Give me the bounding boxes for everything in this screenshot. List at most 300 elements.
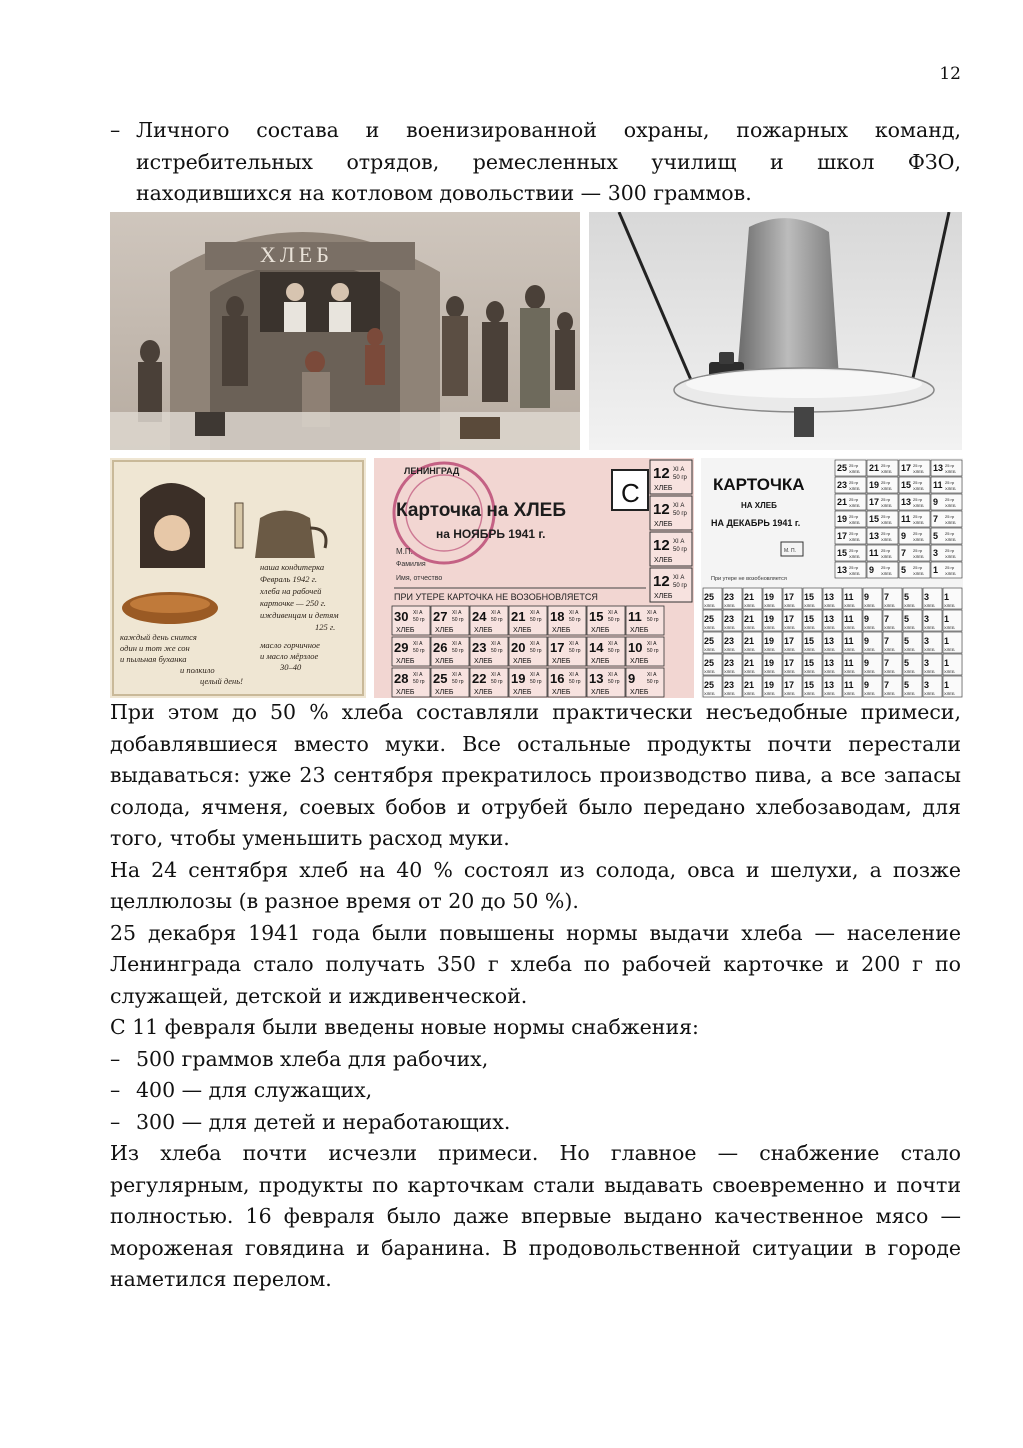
diary-note-line: хлеба на рабочей <box>260 586 322 596</box>
svg-text:25 гр: 25 гр <box>881 548 891 553</box>
svg-text:ХЛЕБ: ХЛЕБ <box>804 625 815 630</box>
svg-text:12: 12 <box>653 537 670 554</box>
svg-text:14: 14 <box>589 640 604 655</box>
svg-text:13: 13 <box>824 614 835 624</box>
coupon <box>899 460 930 476</box>
svg-text:25: 25 <box>837 463 848 473</box>
svg-text:ХЛЕБ: ХЛЕБ <box>913 571 924 576</box>
svg-text:ХЛЕБ: ХЛЕБ <box>824 647 835 652</box>
coupon <box>650 532 692 566</box>
coupon <box>899 477 930 493</box>
svg-text:50 гр: 50 гр <box>530 648 542 654</box>
svg-text:ХЛЕБ: ХЛЕБ <box>474 658 493 665</box>
svg-text:ХЛЕБ: ХЛЕБ <box>744 603 755 608</box>
svg-text:17: 17 <box>784 614 795 624</box>
svg-text:13: 13 <box>837 565 848 575</box>
svg-text:ХЛЕБ: ХЛЕБ <box>654 521 673 528</box>
svg-text:50 гр: 50 гр <box>491 648 503 654</box>
svg-text:XI А: XI А <box>452 610 462 616</box>
list-item-text: 500 граммов хлеба для рабочих, <box>136 1046 489 1071</box>
svg-text:ХЛЕБ: ХЛЕБ <box>881 503 892 508</box>
svg-text:25 гр: 25 гр <box>881 480 891 485</box>
coupon <box>743 610 762 631</box>
coupon <box>783 676 802 697</box>
svg-text:ХЛЕБ: ХЛЕБ <box>945 554 956 559</box>
diary-note3-line: и масло мёрзлое <box>260 651 319 661</box>
coupon <box>835 545 866 561</box>
svg-text:ХЛЕБ: ХЛЕБ <box>552 689 571 696</box>
svg-text:21: 21 <box>744 680 755 690</box>
coupon <box>723 632 742 653</box>
svg-text:25 гр: 25 гр <box>913 565 923 570</box>
svg-text:ХЛЕБ: ХЛЕБ <box>804 669 815 674</box>
svg-text:11: 11 <box>844 592 854 602</box>
svg-text:ХЛЕБ: ХЛЕБ <box>844 669 855 674</box>
coupon <box>803 632 822 653</box>
svg-text:50 гр: 50 гр <box>452 648 464 654</box>
coupon <box>883 610 902 631</box>
svg-text:ХЛЕБ: ХЛЕБ <box>945 486 956 491</box>
svg-text:ХЛЕБ: ХЛЕБ <box>784 691 795 696</box>
svg-text:ХЛЕБ: ХЛЕБ <box>844 603 855 608</box>
svg-text:13: 13 <box>869 531 880 541</box>
svg-text:25 гр: 25 гр <box>881 514 891 519</box>
svg-text:5: 5 <box>904 592 910 602</box>
coupon <box>803 588 822 609</box>
svg-text:ХЛЕБ: ХЛЕБ <box>849 537 860 542</box>
svg-text:3: 3 <box>924 680 930 690</box>
svg-text:XI А: XI А <box>673 503 685 509</box>
svg-text:ХЛЕБ: ХЛЕБ <box>864 625 875 630</box>
svg-text:XI А: XI А <box>413 641 423 647</box>
svg-text:25 гр: 25 гр <box>913 497 923 502</box>
coupon <box>392 606 430 635</box>
svg-text:25 гр: 25 гр <box>945 514 955 519</box>
svg-text:11: 11 <box>844 658 854 668</box>
svg-text:ХЛЕБ: ХЛЕБ <box>744 625 755 630</box>
coupon <box>843 654 862 675</box>
svg-text:28: 28 <box>394 671 409 686</box>
coupon <box>392 637 430 666</box>
svg-text:XI А: XI А <box>530 641 540 647</box>
svg-text:ХЛЕБ: ХЛЕБ <box>704 647 715 652</box>
svg-text:ХЛЕБ: ХЛЕБ <box>881 520 892 525</box>
svg-text:ХЛЕБ: ХЛЕБ <box>945 571 956 576</box>
coupon <box>903 632 922 653</box>
coupon <box>899 562 930 578</box>
coupon <box>743 654 762 675</box>
svg-text:7: 7 <box>901 548 907 558</box>
svg-text:XI А: XI А <box>452 672 462 678</box>
svg-text:ХЛЕБ: ХЛЕБ <box>904 669 915 674</box>
svg-text:ХЛЕБ: ХЛЕБ <box>945 520 956 525</box>
svg-text:XI А: XI А <box>608 610 618 616</box>
svg-text:ХЛЕБ: ХЛЕБ <box>591 658 610 665</box>
paragraph: С 11 февраля были введены новые нормы снабжения: <box>110 1015 699 1039</box>
svg-text:ХЛЕБ: ХЛЕБ <box>552 627 571 634</box>
svg-text:23: 23 <box>724 592 735 602</box>
card-category: С <box>621 478 640 508</box>
coupon <box>823 610 842 631</box>
svg-text:25 гр: 25 гр <box>945 531 955 536</box>
svg-text:21: 21 <box>511 609 526 624</box>
coupon <box>783 654 802 675</box>
coupon <box>823 676 842 697</box>
svg-text:13: 13 <box>824 680 835 690</box>
svg-text:18: 18 <box>550 609 565 624</box>
svg-text:ХЛЕБ: ХЛЕБ <box>945 469 956 474</box>
svg-text:7: 7 <box>884 592 890 602</box>
coupon <box>867 562 898 578</box>
svg-text:5: 5 <box>901 565 907 575</box>
page-number: 12 <box>939 64 961 84</box>
svg-text:50 гр: 50 гр <box>413 648 425 654</box>
svg-text:ХЛЕБ: ХЛЕБ <box>881 469 892 474</box>
coupon <box>863 588 882 609</box>
svg-text:ХЛЕБ: ХЛЕБ <box>884 691 895 696</box>
coupon <box>835 562 866 578</box>
svg-text:17: 17 <box>901 463 912 473</box>
coupon <box>883 588 902 609</box>
svg-text:ХЛЕБ: ХЛЕБ <box>513 658 532 665</box>
coupon <box>703 588 722 609</box>
svg-text:XI А: XI А <box>647 672 657 678</box>
svg-text:50 гр: 50 гр <box>569 679 581 685</box>
coupon <box>803 676 822 697</box>
svg-text:ХЛЕБ: ХЛЕБ <box>704 669 715 674</box>
svg-text:ХЛЕБ: ХЛЕБ <box>884 647 895 652</box>
diary-note-line: 125 г. <box>315 622 336 632</box>
coupon <box>899 528 930 544</box>
svg-text:XI А: XI А <box>608 672 618 678</box>
svg-text:1: 1 <box>944 614 950 624</box>
diary-note-line: наша кондитерка <box>260 562 325 572</box>
svg-text:50 гр: 50 гр <box>673 511 687 517</box>
svg-text:3: 3 <box>924 658 930 668</box>
svg-text:ХЛЕБ: ХЛЕБ <box>654 593 673 600</box>
list-dash: – <box>110 1078 121 1102</box>
svg-text:ХЛЕБ: ХЛЕБ <box>864 691 875 696</box>
svg-text:19: 19 <box>837 514 848 524</box>
coupon <box>626 668 664 697</box>
svg-text:11: 11 <box>844 680 854 690</box>
svg-text:5: 5 <box>904 658 910 668</box>
svg-text:50 гр: 50 гр <box>452 679 464 685</box>
svg-text:50 гр: 50 гр <box>673 547 687 553</box>
diary-note-line: иждивенцам и детям <box>260 610 339 620</box>
svg-text:ХЛЕБ: ХЛЕБ <box>435 689 454 696</box>
svg-text:9: 9 <box>864 680 870 690</box>
coupon <box>843 610 862 631</box>
svg-text:ХЛЕБ: ХЛЕБ <box>784 625 795 630</box>
svg-text:21: 21 <box>744 614 755 624</box>
svg-text:15: 15 <box>804 614 815 624</box>
coupon <box>548 637 586 666</box>
svg-text:25 гр: 25 гр <box>849 514 859 519</box>
svg-text:21: 21 <box>837 497 848 507</box>
svg-text:XI А: XI А <box>452 641 462 647</box>
svg-text:15: 15 <box>901 480 912 490</box>
svg-text:25 гр: 25 гр <box>913 514 923 519</box>
svg-text:1: 1 <box>944 658 950 668</box>
svg-text:ХЛЕБ: ХЛЕБ <box>630 627 649 634</box>
coupon <box>923 610 942 631</box>
svg-text:50 гр: 50 гр <box>673 475 687 481</box>
svg-text:15: 15 <box>837 548 848 558</box>
svg-text:20: 20 <box>511 640 526 655</box>
svg-text:50 гр: 50 гр <box>608 679 620 685</box>
svg-text:7: 7 <box>933 514 939 524</box>
svg-text:5: 5 <box>904 614 910 624</box>
diary-note2-line: один и тот же сон <box>120 643 190 653</box>
svg-text:27: 27 <box>433 609 448 624</box>
bread-card-december <box>701 458 963 698</box>
coupon <box>867 460 898 476</box>
svg-text:ХЛЕБ: ХЛЕБ <box>884 625 895 630</box>
svg-text:9: 9 <box>933 497 939 507</box>
svg-text:ХЛЕБ: ХЛЕБ <box>630 689 649 696</box>
svg-text:XI А: XI А <box>413 672 423 678</box>
svg-text:50 гр: 50 гр <box>530 617 542 623</box>
coupon <box>843 632 862 653</box>
coupon <box>509 637 547 666</box>
svg-text:ХЛЕБ: ХЛЕБ <box>654 485 673 492</box>
svg-text:ХЛЕБ: ХЛЕБ <box>630 658 649 665</box>
svg-text:29: 29 <box>394 640 409 655</box>
diary-note2-line: и полкило <box>180 665 215 675</box>
svg-text:13: 13 <box>824 658 835 668</box>
svg-text:9: 9 <box>864 614 870 624</box>
svg-text:25 гр: 25 гр <box>913 548 923 553</box>
coupon <box>823 632 842 653</box>
svg-text:25 гр: 25 гр <box>849 565 859 570</box>
bread-on-scale-photo <box>589 212 962 450</box>
coupon <box>587 606 625 635</box>
svg-text:19: 19 <box>764 680 775 690</box>
svg-text:25: 25 <box>704 680 715 690</box>
svg-text:ХЛЕБ: ХЛЕБ <box>849 554 860 559</box>
paragraph: 25 декабря 1941 года были повышены нормы выдачи хлеба — население Ленинграда стало получать 350 г хлеба по рабочей карточке и 200 г по служащей, детской и иждивенческой. <box>110 920 961 1008</box>
svg-text:19: 19 <box>764 592 775 602</box>
svg-text:ХЛЕБ: ХЛЕБ <box>849 486 860 491</box>
svg-text:ХЛЕБ: ХЛЕБ <box>944 669 955 674</box>
svg-text:21: 21 <box>744 592 755 602</box>
coupon <box>763 654 782 675</box>
coupon <box>548 606 586 635</box>
svg-text:17: 17 <box>869 497 880 507</box>
bread-card-november <box>374 458 694 698</box>
svg-text:ХЛЕБ: ХЛЕБ <box>804 691 815 696</box>
coupon <box>835 477 866 493</box>
svg-text:25 гр: 25 гр <box>849 548 859 553</box>
svg-text:23: 23 <box>724 636 735 646</box>
svg-text:50 гр: 50 гр <box>608 648 620 654</box>
coupon <box>509 668 547 697</box>
svg-text:ХЛЕБ: ХЛЕБ <box>944 603 955 608</box>
svg-text:25 гр: 25 гр <box>945 548 955 553</box>
svg-text:ХЛЕБ: ХЛЕБ <box>881 537 892 542</box>
coupon <box>903 676 922 697</box>
coupon <box>943 676 962 697</box>
svg-text:12: 12 <box>653 573 670 590</box>
list-item-text: Личного состава и военизированной охраны, пожарных команд, истребительных отрядов, ремесленных училищ и школ ФЗО, находившихся на котловом довольствии — 300 граммов. <box>136 118 961 205</box>
svg-text:12: 12 <box>653 465 670 482</box>
svg-text:ХЛЕБ: ХЛЕБ <box>474 627 493 634</box>
svg-text:ХЛЕБ: ХЛЕБ <box>764 691 775 696</box>
card-surname: Фамилия <box>396 561 426 568</box>
svg-text:ХЛЕБ: ХЛЕБ <box>435 627 454 634</box>
svg-text:XI А: XI А <box>673 539 685 545</box>
list-item-text: 300 — для детей и неработающих. <box>136 1109 511 1134</box>
svg-text:ХЛЕБ: ХЛЕБ <box>513 689 532 696</box>
coupon <box>763 610 782 631</box>
svg-text:ХЛЕБ: ХЛЕБ <box>884 669 895 674</box>
svg-text:XI А: XI А <box>530 672 540 678</box>
svg-text:ХЛЕБ: ХЛЕБ <box>784 669 795 674</box>
svg-text:ХЛЕБ: ХЛЕБ <box>764 647 775 652</box>
svg-text:25 гр: 25 гр <box>945 480 955 485</box>
svg-text:25: 25 <box>433 671 448 686</box>
coupon <box>835 460 866 476</box>
svg-text:50 гр: 50 гр <box>491 617 503 623</box>
svg-text:ХЛЕБ: ХЛЕБ <box>944 625 955 630</box>
svg-text:ХЛЕБ: ХЛЕБ <box>784 603 795 608</box>
coupon <box>650 568 692 602</box>
svg-text:25 гр: 25 гр <box>881 463 891 468</box>
svg-text:50 гр: 50 гр <box>673 583 687 589</box>
svg-text:ХЛЕБ: ХЛЕБ <box>435 658 454 665</box>
svg-text:ХЛЕБ: ХЛЕБ <box>913 520 924 525</box>
svg-text:XI А: XI А <box>569 610 579 616</box>
svg-text:ХЛЕБ: ХЛЕБ <box>744 647 755 652</box>
coupon <box>470 637 508 666</box>
coupon <box>703 632 722 653</box>
svg-text:7: 7 <box>884 680 890 690</box>
svg-text:ХЛЕБ: ХЛЕБ <box>654 557 673 564</box>
svg-text:XI А: XI А <box>673 467 685 473</box>
coupon <box>431 637 469 666</box>
coupon <box>803 654 822 675</box>
svg-text:3: 3 <box>924 614 930 624</box>
coupon <box>723 654 742 675</box>
list-dash: – <box>110 1046 121 1071</box>
svg-text:50 гр: 50 гр <box>647 648 659 654</box>
svg-text:12: 12 <box>653 501 670 518</box>
svg-text:9: 9 <box>864 658 870 668</box>
svg-text:7: 7 <box>884 614 890 624</box>
svg-text:ХЛЕБ: ХЛЕБ <box>704 691 715 696</box>
svg-text:ХЛЕБ: ХЛЕБ <box>924 603 935 608</box>
svg-text:13: 13 <box>824 592 835 602</box>
coupon <box>783 632 802 653</box>
svg-text:ХЛЕБ: ХЛЕБ <box>849 503 860 508</box>
svg-text:1: 1 <box>933 565 939 575</box>
svg-text:25 гр: 25 гр <box>881 497 891 502</box>
svg-text:ХЛЕБ: ХЛЕБ <box>945 503 956 508</box>
list-item <box>110 1075 961 1107</box>
svg-text:ХЛЕБ: ХЛЕБ <box>913 503 924 508</box>
svg-text:ХЛЕБ: ХЛЕБ <box>904 647 915 652</box>
coupon <box>835 528 866 544</box>
svg-text:25 гр: 25 гр <box>849 497 859 502</box>
svg-text:25 гр: 25 гр <box>849 463 859 468</box>
coupon <box>863 632 882 653</box>
coupon <box>903 610 922 631</box>
card-dec-line1: НА ХЛЕБ <box>741 501 777 510</box>
card-subtitle: на НОЯБРЬ 1941 г. <box>436 527 546 541</box>
svg-text:21: 21 <box>869 463 880 473</box>
card-dec-mp: М. П. <box>784 548 796 554</box>
svg-text:9: 9 <box>864 636 870 646</box>
svg-text:ХЛЕБ: ХЛЕБ <box>396 689 415 696</box>
svg-text:23: 23 <box>472 640 487 655</box>
coupon <box>867 528 898 544</box>
svg-text:ХЛЕБ: ХЛЕБ <box>764 625 775 630</box>
svg-text:50 гр: 50 гр <box>413 617 425 623</box>
svg-text:ХЛЕБ: ХЛЕБ <box>724 603 735 608</box>
coupon <box>883 632 902 653</box>
svg-text:1: 1 <box>944 680 950 690</box>
svg-text:9: 9 <box>628 671 636 686</box>
coupon <box>931 528 962 544</box>
diary-note3-line: масло горчичное <box>260 640 320 650</box>
svg-text:ХЛЕБ: ХЛЕБ <box>764 603 775 608</box>
svg-text:ХЛЕБ: ХЛЕБ <box>924 669 935 674</box>
paragraph: Из хлеба почти исчезли примеси. Но главное — снабжение стало регулярным, продукты по карточкам стали выдавать своевременно и почти полностью. 16 февраля было даже впервые выдано качественное мясо — мороженая говядина и баранина. В продовольственной ситуации в городе наметился перелом. <box>110 1141 961 1291</box>
bread-queue-painting <box>110 212 580 450</box>
svg-text:26: 26 <box>433 640 448 655</box>
coupon <box>931 511 962 527</box>
svg-text:19: 19 <box>764 658 775 668</box>
coupon <box>763 588 782 609</box>
svg-text:ХЛЕБ: ХЛЕБ <box>744 691 755 696</box>
coupon <box>823 654 842 675</box>
svg-text:ХЛЕБ: ХЛЕБ <box>944 647 955 652</box>
coupon <box>723 588 742 609</box>
coupon <box>843 676 862 697</box>
svg-text:ХЛЕБ: ХЛЕБ <box>844 691 855 696</box>
svg-text:ХЛЕБ: ХЛЕБ <box>881 554 892 559</box>
diary-note2-line: целый день! <box>200 676 243 686</box>
svg-text:ХЛЕБ: ХЛЕБ <box>904 603 915 608</box>
svg-text:ХЛЕБ: ХЛЕБ <box>913 554 924 559</box>
coupon <box>703 610 722 631</box>
coupon <box>863 610 882 631</box>
top-list-item <box>110 115 961 210</box>
svg-text:30: 30 <box>394 609 409 624</box>
coupon <box>867 511 898 527</box>
svg-text:23: 23 <box>724 658 735 668</box>
svg-text:25: 25 <box>704 636 715 646</box>
svg-text:50 гр: 50 гр <box>413 679 425 685</box>
coupon <box>931 494 962 510</box>
svg-text:50 гр: 50 гр <box>569 617 581 623</box>
svg-text:5: 5 <box>904 680 910 690</box>
diary-note2-line: и пыльная буханка <box>120 654 187 664</box>
coupon <box>763 632 782 653</box>
svg-text:24: 24 <box>472 609 487 624</box>
svg-text:25 гр: 25 гр <box>881 531 891 536</box>
svg-text:ХЛЕБ: ХЛЕБ <box>884 603 895 608</box>
svg-text:17: 17 <box>784 592 795 602</box>
coupon <box>867 494 898 510</box>
svg-text:ХЛЕБ: ХЛЕБ <box>904 625 915 630</box>
svg-text:9: 9 <box>901 531 907 541</box>
svg-text:21: 21 <box>744 636 755 646</box>
svg-text:ХЛЕБ: ХЛЕБ <box>396 658 415 665</box>
svg-text:XI А: XI А <box>530 610 540 616</box>
svg-text:17: 17 <box>550 640 565 655</box>
